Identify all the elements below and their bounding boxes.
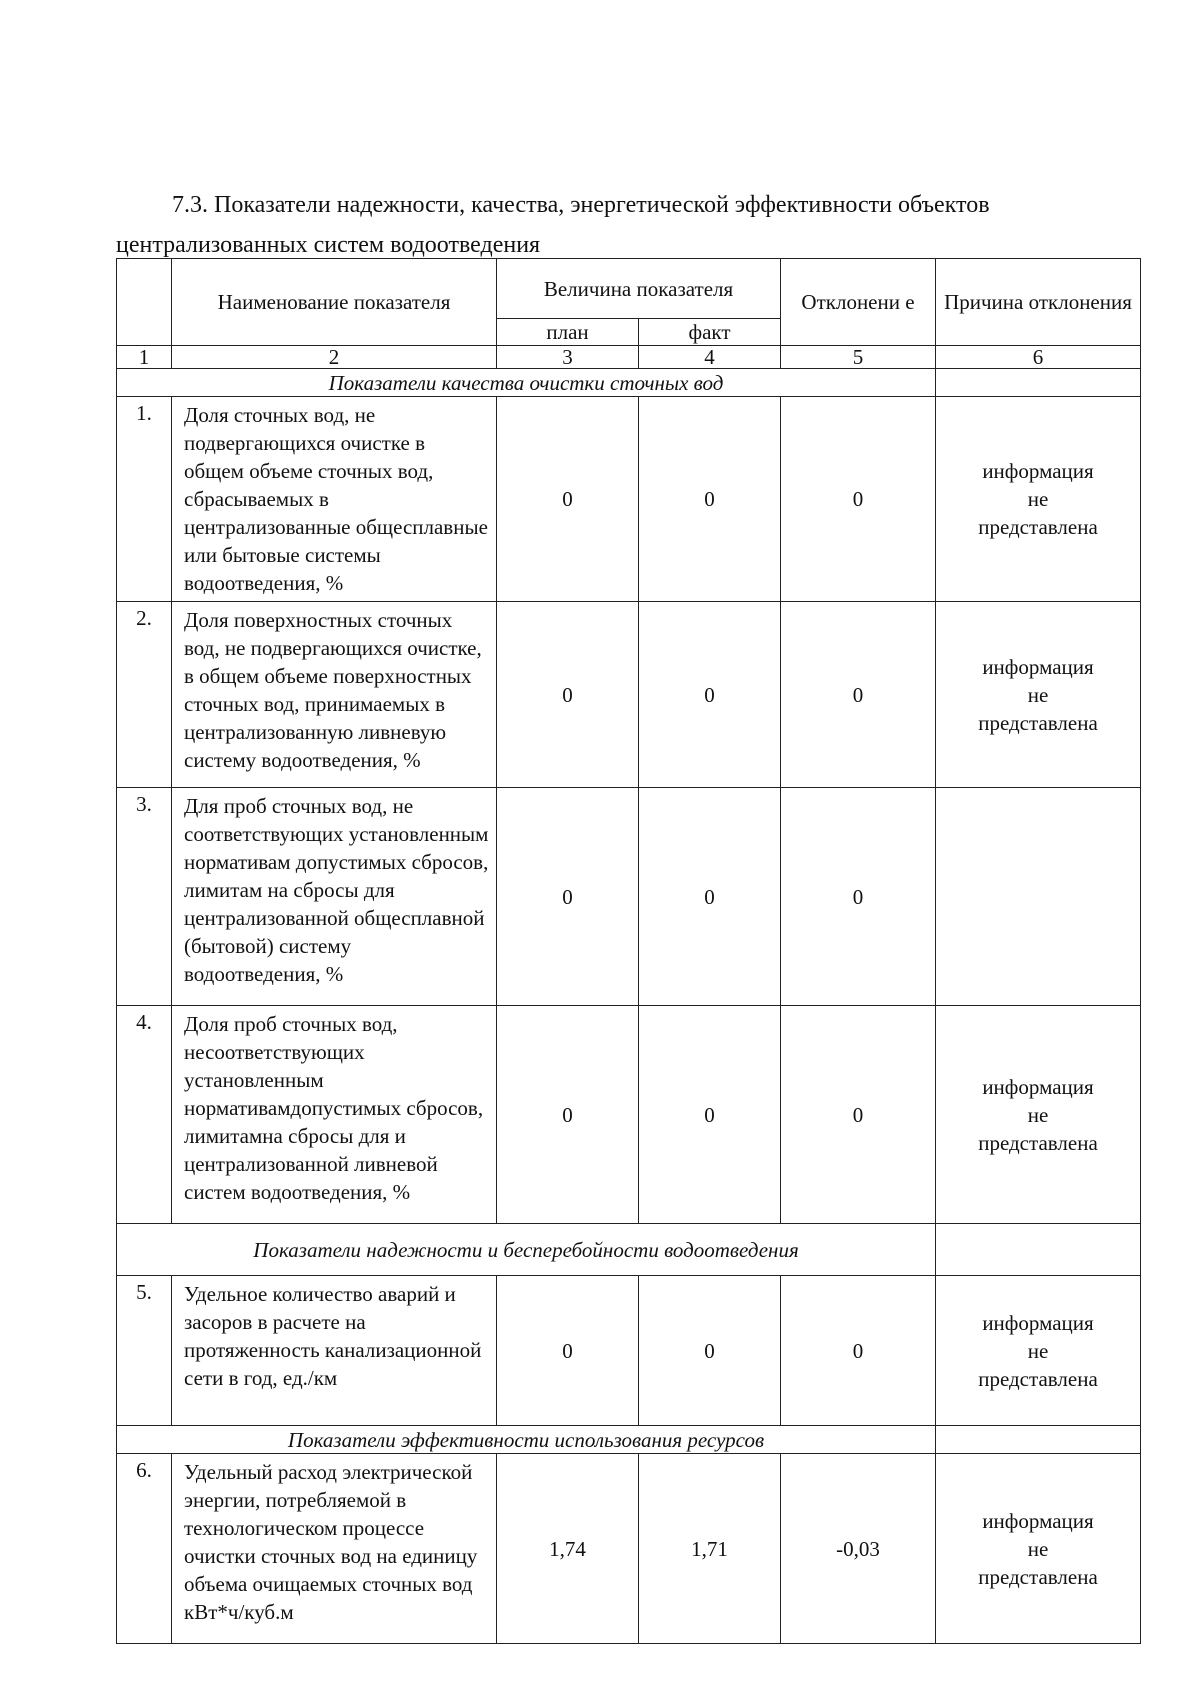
- header-value-group: Величина показателя: [497, 259, 781, 319]
- table-row: [117, 788, 1141, 1006]
- index-cell: 2: [172, 346, 497, 369]
- fact-value: 0: [639, 602, 781, 788]
- deviation-reason: информация не представлена: [936, 397, 1141, 602]
- section-empty-cell: [936, 1224, 1141, 1276]
- indicator-name: Доля поверхностных сточных вод, не подвергающихся очистке, в общем объеме поверхностных сточных вод, принимаемых в централизованную ливневую систему водоотведения, %: [172, 602, 497, 788]
- deviation-value: -0,03: [781, 1454, 936, 1644]
- indicators-table: [116, 258, 1141, 1644]
- deviation-value: 0: [781, 1006, 936, 1224]
- header-deviation: Отклонени е: [781, 259, 936, 346]
- header-plan: план: [497, 319, 639, 346]
- header-name: Наименование показателя: [172, 259, 497, 346]
- plan-value: 0: [497, 1006, 639, 1224]
- deviation-value: 0: [781, 397, 936, 602]
- section-title: Показатели качества очистки сточных вод: [117, 369, 936, 397]
- section-empty-cell: [936, 1426, 1141, 1454]
- deviation-value: 0: [781, 788, 936, 1006]
- deviation-value: 0: [781, 602, 936, 788]
- row-number: 2.: [117, 602, 172, 788]
- section-row: [117, 369, 1141, 397]
- fact-value: 1,71: [639, 1454, 781, 1644]
- section-empty-cell: [936, 369, 1141, 397]
- index-cell: 3: [497, 346, 639, 369]
- deviation-reason: информация не представлена: [936, 1276, 1141, 1426]
- fact-value: 0: [639, 1276, 781, 1426]
- row-number: 6.: [117, 1454, 172, 1644]
- index-cell: 6: [936, 346, 1141, 369]
- index-cell: 5: [781, 346, 936, 369]
- table-row: [117, 1276, 1141, 1426]
- deviation-reason: информация не представлена: [936, 1454, 1141, 1644]
- fact-value: 0: [639, 1006, 781, 1224]
- table-row: [117, 1006, 1141, 1224]
- table-row: [117, 602, 1141, 788]
- deviation-reason: информация не представлена: [936, 1006, 1141, 1224]
- deviation-reason: информация не представлена: [936, 602, 1141, 788]
- row-number: 3.: [117, 788, 172, 1006]
- index-cell: 1: [117, 346, 172, 369]
- fact-value: 0: [639, 788, 781, 1006]
- header-reason: Причина отклонения: [936, 259, 1141, 346]
- header-row: [117, 259, 1141, 319]
- indicator-name: Удельное количество аварий и засоров в расчете на протяженность канализационной сети в год, ед./км: [172, 1276, 497, 1426]
- table-row: [117, 397, 1141, 602]
- indicator-name: Доля проб сточных вод, несоответствующих установленным нормативамдопустимых сбросов, лимитамна сбросы для и централизованной ливневой систем водоотведения, %: [172, 1006, 497, 1224]
- section-row: [117, 1426, 1141, 1454]
- header-fact: факт: [639, 319, 781, 346]
- row-number: 1.: [117, 397, 172, 602]
- deviation-value: 0: [781, 1276, 936, 1426]
- indicator-name: Для проб сточных вод, не соответствующих установленным нормативам допустимых сбросов, лимитам на сбросы для централизованной общесплавной (бытовой) систему водоотведения, %: [172, 788, 497, 1006]
- plan-value: 0: [497, 1276, 639, 1426]
- section-title-line1: 7.3. Показатели надежности, качества, энергетической эффективности объектов: [172, 192, 990, 218]
- section-row: [117, 1224, 1141, 1276]
- plan-value: 0: [497, 602, 639, 788]
- section-title: Показатели надежности и бесперебойности водоотведения: [117, 1224, 936, 1276]
- plan-value: 0: [497, 397, 639, 602]
- plan-value: 1,74: [497, 1454, 639, 1644]
- index-cell: 4: [639, 346, 781, 369]
- indicator-name: Доля сточных вод, не подвергающихся очистке в общем объеме сточных вод, сбрасываемых в централизованные общесплавные или бытовые системы водоотведения, %: [172, 397, 497, 602]
- section-title: Показатели эффективности использования ресурсов: [117, 1426, 936, 1454]
- row-number: 4.: [117, 1006, 172, 1224]
- fact-value: 0: [639, 397, 781, 602]
- indicator-name: Удельный расход электрической энергии, потребляемой в технологическом процессе очистки сточных вод на единицу объема очищаемых сточных вод кВт*ч/куб.м: [172, 1454, 497, 1644]
- header-num-cell: [117, 259, 172, 346]
- section-title-line2: централизованных систем водоотведения: [116, 232, 541, 258]
- row-number: 5.: [117, 1276, 172, 1426]
- plan-value: 0: [497, 788, 639, 1006]
- table-row: [117, 1454, 1141, 1644]
- column-index-row: [117, 346, 1141, 369]
- deviation-reason: [936, 788, 1141, 1006]
